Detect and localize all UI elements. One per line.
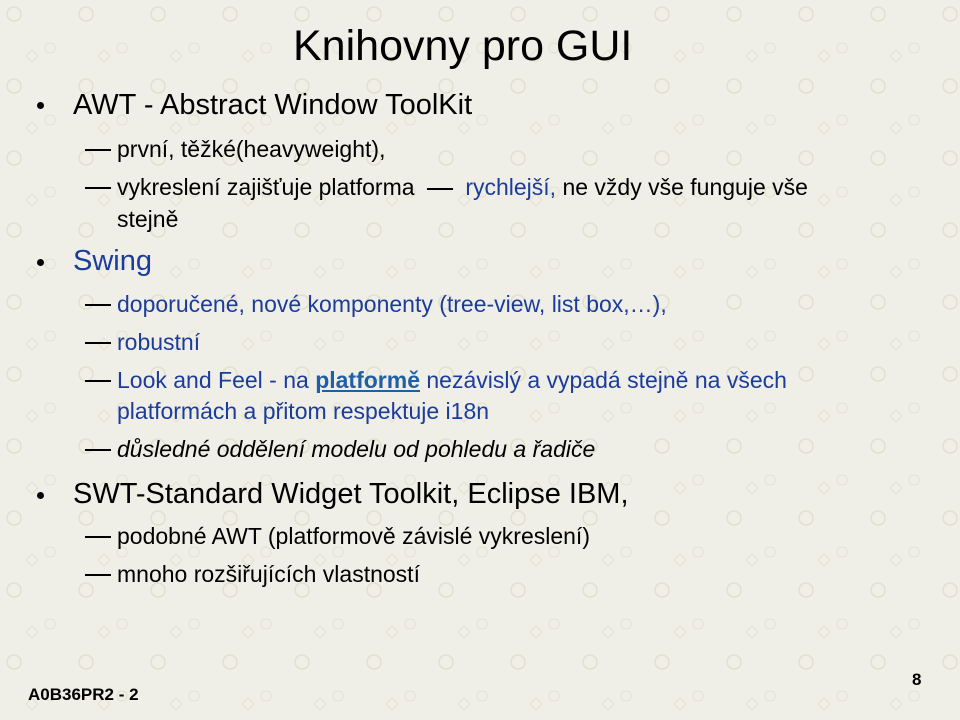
list-item: Swing	[73, 245, 152, 277]
list-item: doporučené, nové komponenty (tree-view, list box,…),	[117, 291, 667, 317]
bullet-icon	[37, 102, 44, 109]
bullet-icon	[37, 492, 44, 499]
list-item-continuation: stejně	[117, 206, 179, 232]
dash-icon	[85, 380, 111, 382]
list-item	[117, 172, 808, 202]
list-item-text: nezávislý a vypadá stejně na všech	[426, 367, 787, 393]
course-code: A0B36PR2 - 2	[28, 685, 139, 704]
dash-icon	[85, 449, 111, 451]
list-item: SWT-Standard Widget Toolkit, Eclipse IBM,	[73, 478, 629, 510]
list-item-text: rychlejší,	[465, 174, 557, 200]
list-item-continuation: platformách a přitom respektuje i18n	[117, 398, 490, 424]
list-item: robustní	[117, 329, 201, 355]
list-item: AWT - Abstract Window ToolKit	[73, 89, 473, 121]
list-item: mnoho rozšiřujících vlastností	[117, 561, 420, 587]
list-item-text: Look and Feel - na	[117, 367, 309, 393]
dash-icon	[85, 187, 111, 189]
dash-icon	[85, 536, 111, 538]
dash-icon	[85, 574, 111, 576]
dash-icon	[85, 304, 111, 306]
list-item: první, těžké(heavyweight),	[117, 136, 386, 162]
dash-icon	[85, 342, 111, 344]
bullet-icon	[37, 259, 44, 266]
list-item: podobné AWT (platformově závislé vykreslení)	[117, 523, 590, 549]
page-title: Knihovny pro GUI	[293, 22, 633, 70]
list-item-text: vykreslení zajišťuje platforma	[117, 174, 415, 200]
list-item	[117, 365, 787, 395]
list-item-text: ne vždy vše funguje vše	[562, 174, 808, 200]
list-item: důsledné oddělení modelu od pohledu a řadiče	[117, 436, 596, 462]
inline-dash-icon	[427, 188, 453, 190]
platform-link: platformě	[315, 367, 420, 393]
page-number: 8	[912, 670, 922, 689]
dash-icon	[85, 149, 111, 151]
